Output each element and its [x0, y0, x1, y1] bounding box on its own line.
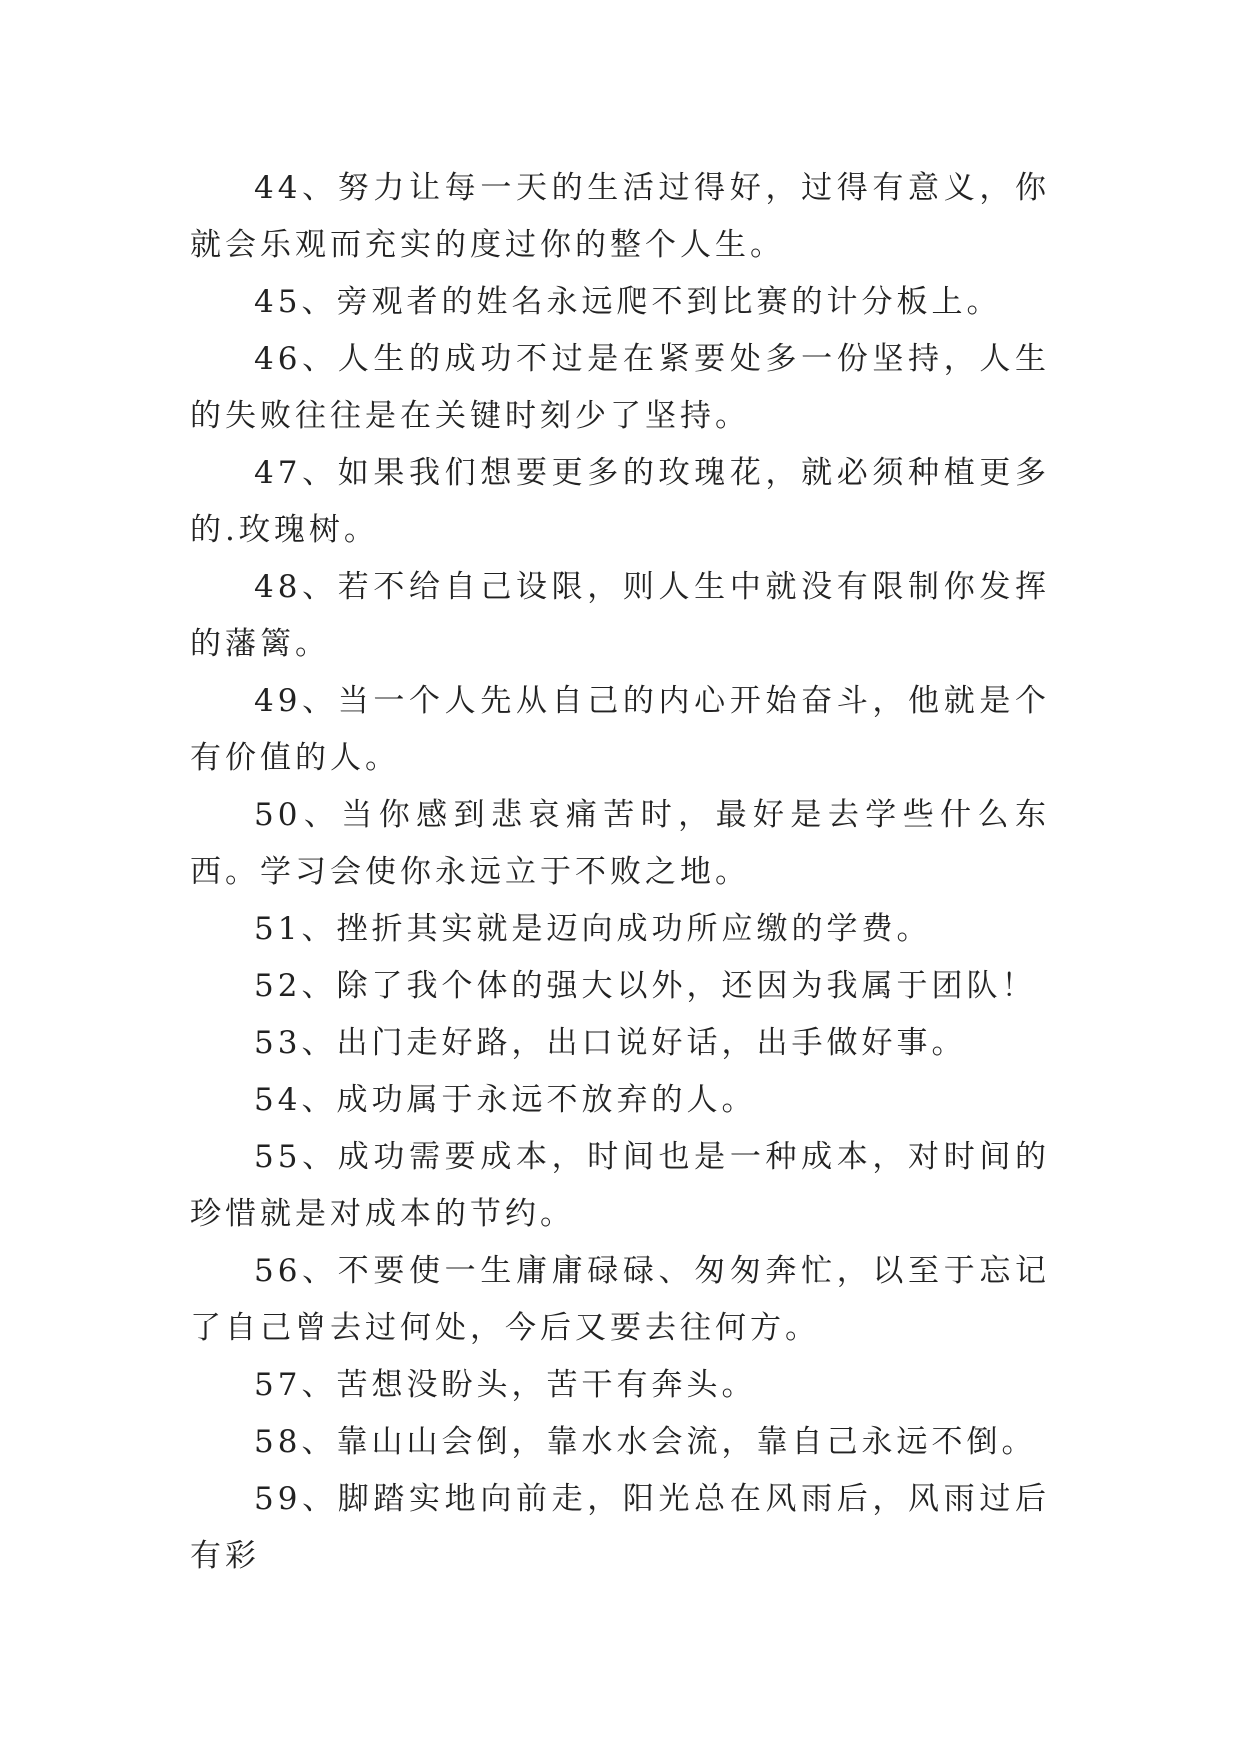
- paragraph-57: 57、苦想没盼头，苦干有奔头。: [254, 1367, 757, 1403]
- paragraph-46: 46、人生的成功不过是在紧要处多一份坚持，人生的失败往往是在关键时刻少了坚持。: [190, 341, 1050, 434]
- paragraph-54: 54、成功属于永远不放弃的人。: [254, 1082, 757, 1118]
- paragraph-49: 49、当一个人先从自己的内心开始奋斗，他就是个有价值的人。: [190, 683, 1050, 776]
- paragraph-52: 52、除了我个体的强大以外，还因为我属于团队！: [254, 968, 1037, 1004]
- paragraph-44: 44、努力让每一天的生活过得好，过得有意义，你就会乐观而充实的度过你的整个人生。: [190, 170, 1050, 263]
- paragraph-50: 50、当你感到悲哀痛苦时，最好是去学些什么东西。学习会使你永远立于不败之地。: [190, 797, 1050, 890]
- paragraph-51: 51、挫折其实就是迈向成功所应缴的学费。: [254, 911, 932, 947]
- paragraph-55: 55、成功需要成本，时间也是一种成本，对时间的珍惜就是对成本的节约。: [190, 1139, 1050, 1232]
- paragraph-59: 59、脚踏实地向前走，阳光总在风雨后，风雨过后有彩: [190, 1481, 1050, 1574]
- paragraph-53: 53、出门走好路，出口说好话，出手做好事。: [254, 1025, 967, 1061]
- paragraph-47: 47、如果我们想要更多的玫瑰花，就必须种植更多的.玫瑰树。: [190, 455, 1050, 548]
- paragraph-56: 56、不要使一生庸庸碌碌、匆匆奔忙，以至于忘记了自己曾去过何处，今后又要去往何方。: [190, 1253, 1050, 1346]
- paragraph-58: 58、靠山山会倒，靠水水会流，靠自己永远不倒。: [254, 1424, 1037, 1460]
- paragraph-48: 48、若不给自己设限，则人生中就没有限制你发挥的藩篱。: [190, 569, 1050, 662]
- document-body: [190, 160, 1050, 1585]
- paragraph-45: 45、旁观者的姓名永远爬不到比赛的计分板上。: [254, 284, 1002, 320]
